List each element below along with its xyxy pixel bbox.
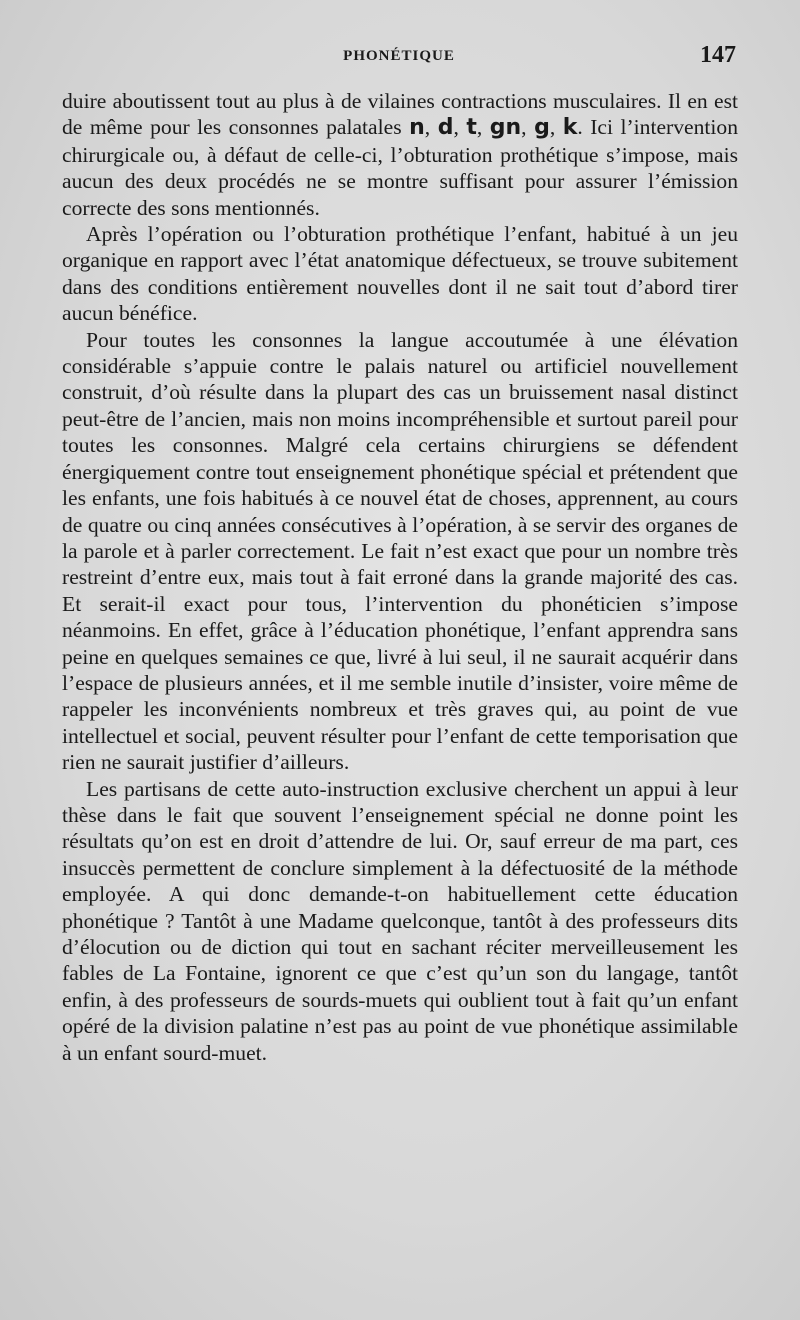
running-title: PHONÉTIQUE — [343, 48, 455, 64]
paragraph-1-text-after: . Ici l’intervention chirurgicale ou, à défaut de celle-ci, l’obturation prothétique s’impose, mais aucun des deux procédés ne se montre suffisant pour assurer l’émission correcte des sons mentionnés. — [62, 115, 739, 220]
consonant-t: t — [466, 115, 477, 141]
consonant-gn: gn — [489, 115, 522, 141]
paragraph-1-text-before: duire aboutissent tout au plus à de vilaines contractions musculaires. Il en est de même pour les consonnes palatales — [62, 89, 738, 140]
consonant-g: g — [534, 115, 550, 141]
page-number: 147 — [700, 42, 736, 68]
paragraph-2: Après l’opération ou l’obturation prothétique l’enfant, habitué à un jeu organique en rapport avec l’état anatomique défectueux, se trouve subitement dans des conditions entièrement nouvelles dont il ne sait tout d’abord tirer aucun bénéfice. — [62, 222, 738, 326]
body-text — [62, 88, 738, 1066]
paragraph-1: duire aboutissent tout au plus à de vilaines contractions musculaires. Il en est de même pour les consonnes palatales n, d, t, gn, g, k. Ici l’intervention chirurgicale ou, à défaut de celle-ci, l’obturation prothétique s’impose, mais aucun des deux procédés ne se montre suffisant pour assurer l’émission correcte des sons mentionnés. — [62, 89, 739, 220]
paragraph-3: Pour toutes les consonnes la langue accoutumée à une élévation considérable s’appuie contre le palais naturel ou artificiel nouvellement construit, d’où résulte dans la plupart des cas un bruissement nasal distinct peut-être de l’ancien, mais non moins incompréhensible et surtout pareil pour toutes les consonnes. Malgré cela certains chirurgiens se défendent énergiquement contre tout enseignement phonétique spécial et prétendent que les enfants, une fois habitués à ce nouvel état de choses, apprennent, au cours de quatre ou cinq années consécutives à l’opération, à se servir des organes de la parole et à parler correctement. Le fait n’est exact que pour un nombre très restreint d’entre eux, mais tout à fait erroné dans la grande majorité des cas. Et serait-il exact pour tous, l’intervention du phonéticien s’impose néanmoins. En effet, grâce à l’éducation phonétique, l’enfant apprendra sans peine en quelques semaines ce que, livré à lui seul, il ne saurait acquérir dans l’espace de plusieurs années, et il me semble inutile d’insister, voire même de rappeler les inconvénients nombreux et très graves qui, au point de vue intellectuel et social, peuvent résulter pour l’enfant de cette temporisation que rien ne saurait justifier d’ailleurs. — [62, 327, 738, 775]
consonant-d: d — [437, 115, 454, 141]
consonant-n: n — [409, 115, 425, 141]
paragraph-4: Les partisans de cette auto-instruction exclusive cherchent un appui à leur thèse dans le fait que souvent l’enseignement spécial ne donne point les résultats qu’on est en droit d’attendre de lui. Or, sauf erreur de ma part, ces insuccès permettent de conclure simplement à la défectuosité de la méthode employée. A qui donc demande-t-on habituellement cette éducation phonétique ? Tantôt à une Madame quelconque, tantôt à des professeurs dits d’élocution ou de diction qui tout en sachant réciter merveilleusement les fables de La Fontaine, ignorent ce que c’est qu’un son du langage, tantôt enfin, à des professeurs de sourds-muets qui oublient tout à fait qu’un enfant opéré de la division palatine n’est pas au point de vue phonétique assimilable à un enfant sourd-muet. — [62, 776, 738, 1065]
page-header — [62, 42, 736, 78]
consonant-k: k — [562, 115, 578, 141]
